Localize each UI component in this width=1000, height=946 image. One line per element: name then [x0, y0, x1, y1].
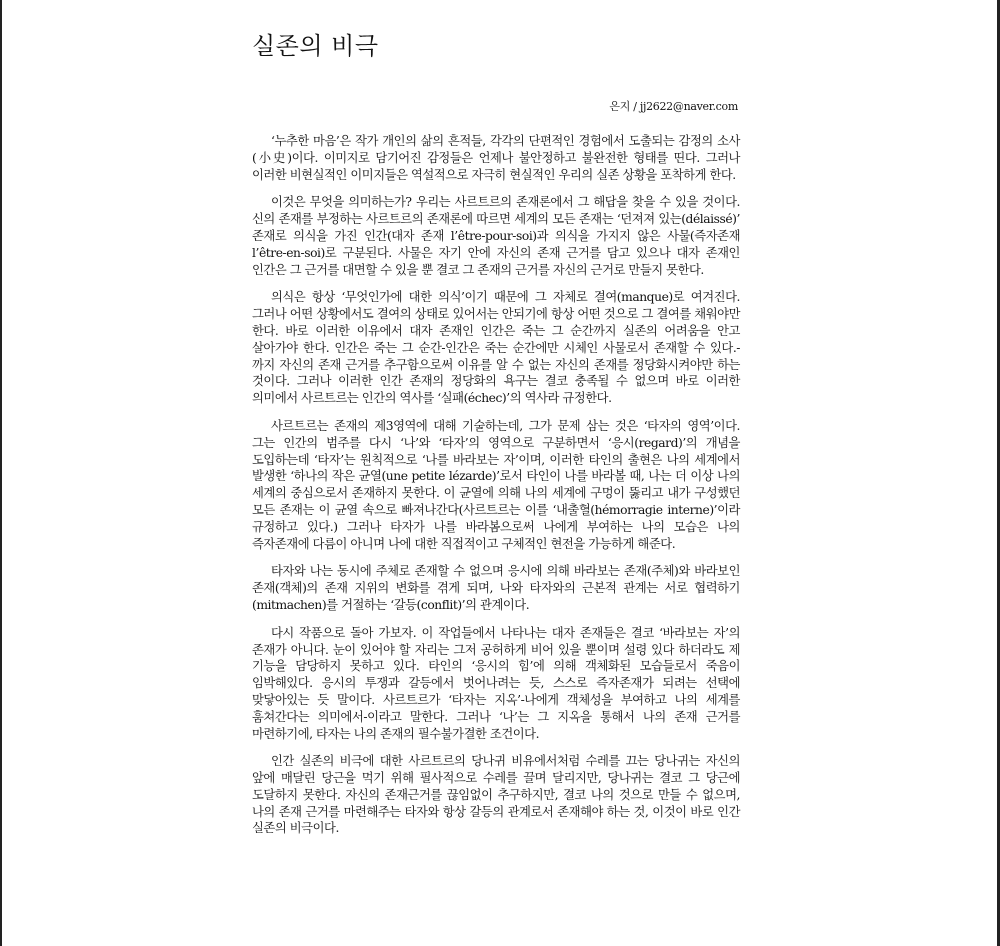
paragraph-6: 다시 작품으로 돌아 가보자. 이 작업들에서 나타나는 대자 존재들은 결코 ‘바라보는 자’의 존재가 아니다. 눈이 있어야 할 자리는 그저 공허하게 비어 있을 뿐이며 설령 있다 하더라도 제 기능을 담당하지 못하고 있다. 타인의 ‘응시의 힘’에 의해 객체화된 모습들로서 죽음이 임박해있다. 응시의 투쟁과 갈등에서 벗어나려는 듯, 스스로 즉자존재가 되려는 선택에 맞닿아있는 듯 말이다. 사르트르가 ‘타자는 지옥’-나에게 객체성을 부여하고 나의 세계를 훔쳐간다는 의미에서-이라고 말한다. 그러나 ‘나’는 그 지옥을 통해서 나의 존재 근거를 마련하기에, 타자는 나의 존재의 필수불가결한 조건이다.	[252, 625, 740, 741]
paragraph-3: 의식은 항상 ‘무엇인가에 대한 의식’이기 때문에 그 자체로 결여(manque)로 여겨진다. 그러나 어떤 상황에서도 결여의 상태로 있어서는 안되기에 항상 어떤 것으로 그 결여를 채워야만 한다. 바로 이러한 이유에서 대자 존재인 인간은 죽는 그 순간까지 실존의 어려움을 안고 살아가야 한다. 인간은 죽는 그 순간-인간은 죽는 순간에만 시체인 사물로서 존재할 수 있다.-까지 자신의 존재 근거를 추구함으로써 이유를 알 수 없는 자신의 존재를 정당화시켜야만 하는 것이다. 그러나 이러한 인간 존재의 정당화의 욕구는 결코 충족될 수 없으며 바로 이러한 의미에서 사르트르는 인간의 역사를 ‘실패(échec)’의 역사라 규정한다.	[252, 290, 740, 406]
paragraph-4: 사르트르는 존재의 제3영역에 대해 기술하는데, 그가 문제 삼는 것은 ‘타자의 영역’이다. 그는 인간의 범주를 다시 ‘나’와 ‘타자’의 영역으로 구분하면서 ‘응시(regard)’의 개념을 도입하는데 ‘타자’는 원칙적으로 ‘나를 바라보는 자’이며, 이러한 타인의 출현은 나의 세계에서 발생한 ‘하나의 작은 균열(une petite lézarde)’로서 타인이 나를 바라볼 때, 나는 더 이상 나의 세계의 중심으로서 존재하지 못한다. 이 균열에 의해 나의 세계에 구멍이 뚫리고 내가 구성했던 모든 존재는 이 균열 속으로 빠져나간다(사르트르는 이를 ‘내출혈(hémorragie interne)’이라 규정하고 있다.) 그러나 타자가 나를 바라봄으로써 나에게 부여하는 나의 모습은 나의 즉자존재에 다름이 아니며 나에 대한 직접적이고 구체적인 현전을 가능하게 해준다.	[252, 418, 740, 551]
article-body	[252, 133, 740, 848]
author-byline: 은지 / jj2622@naver.com	[609, 100, 738, 113]
paragraph-7: 인간 실존의 비극에 대한 사르트르의 당나귀 비유에서처럼 수레를 끄는 당나귀는 자신의 앞에 매달린 당근을 먹기 위해 필사적으로 수레를 끌며 달리지만, 당나귀는 결코 그 당근에 도달하지 못한다. 자신의 존재근거를 끊임없이 추구하지만, 결코 나의 것으로 만들 수 없으며, 나의 존재 근거를 마련해주는 타자와 항상 갈등의 관계로서 존재해야 하는 것, 이것이 바로 인간 실존의 비극이다.	[252, 754, 740, 836]
paragraph-1: ‘누추한 마음’은 작가 개인의 삶의 흔적들, 각각의 단편적인 경험에서 도출되는 감정의 소사(小史)이다. 이미지로 담기어진 감정들은 언제나 불안정하고 불완전한 형태를 띤다. 그러나 이러한 비현실적인 이미지들은 역설적으로 자극히 현실적인 우리의 실존 상황을 포착하게 한다.	[252, 134, 740, 182]
article-title: 실존의 비극	[252, 32, 379, 60]
left-frame-border	[0, 0, 2, 946]
paragraph-2: 이것은 무엇을 의미하는가? 우리는 사르트르의 존재론에서 그 해답을 찾을 수 있을 것이다. 신의 존재를 부정하는 사르트르의 존재론에 따르면 세계의 모든 존재는 ‘던져져 있는(délaissé)’ 존재로 의식을 가진 인간(대자 존재 l’être-pour-soi)과 의식을 가지지 않은 사물(즉자존재 l’être-en-soi)로 구분된다. 사물은 자기 안에 자신의 존재 근거를 담고 있으나 대자 존재인 인간은 그 근거를 대면할 수 있을 뿐 결코 그 존재의 근거를 자신의 근거로 만들지 못한다.	[252, 195, 740, 277]
paragraph-5: 타자와 나는 동시에 주체로 존재할 수 없으며 응시에 의해 바라보는 존재(주체)와 바라보인 존재(객체)의 존재 지위의 변화를 겪게 되며, 나와 타자와의 근본적 관계는 서로 협력하기(mitmachen)를 거절하는 ‘갈등(conflit)’의 관계이다.	[252, 564, 740, 612]
